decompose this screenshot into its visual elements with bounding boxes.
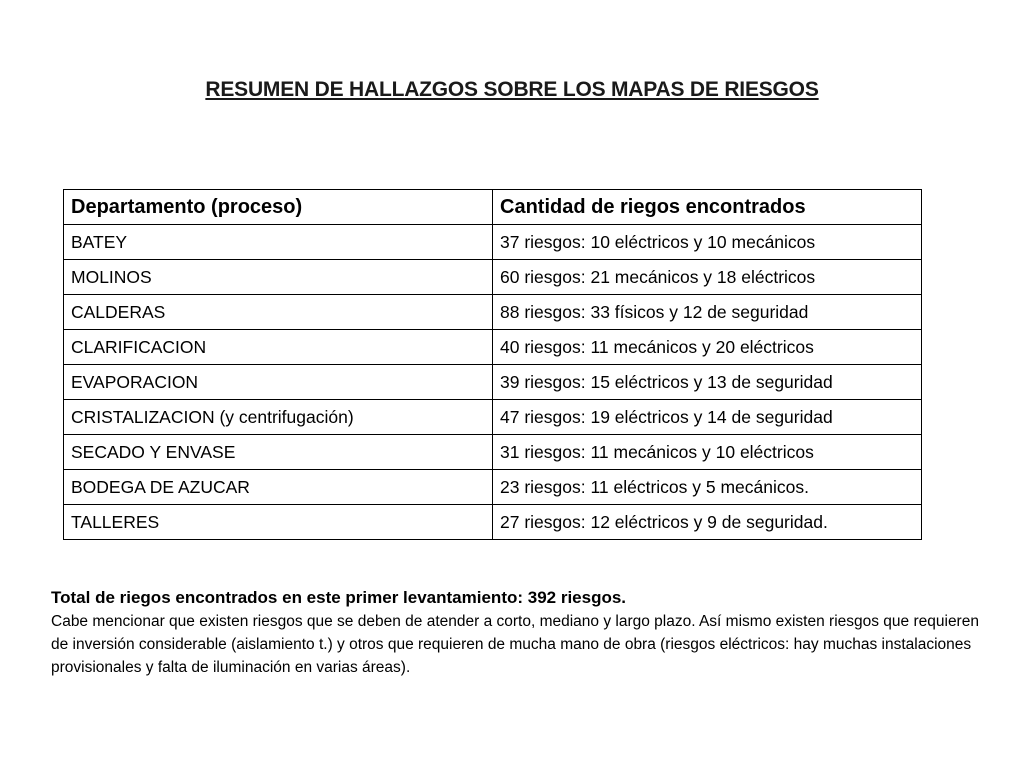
risk-count-cell: 39 riesgos: 15 eléctricos y 13 de seguridad <box>493 365 922 400</box>
column-header-department: Departamento (proceso) <box>64 190 493 225</box>
department-cell: SECADO Y ENVASE <box>64 435 493 470</box>
table-row <box>64 330 922 365</box>
department-cell: CALDERAS <box>64 295 493 330</box>
department-cell: BATEY <box>64 225 493 260</box>
summary-total: Total de riegos encontrados en este primer levantamiento: 392 riesgos. <box>51 588 627 607</box>
summary-note: Cabe mencionar que existen riesgos que se deben de atender a corto, mediano y largo plazo. Así mismo existen riesgos que requieren de inversión considerable (aislamiento t.) y otros que requieren de mucha mano de obra (riesgos eléctricos: hay muchas instalaciones provisionales y falta de iluminación en varias áreas). <box>51 613 979 676</box>
department-cell: MOLINOS <box>64 260 493 295</box>
table-row <box>64 435 922 470</box>
risk-count-cell: 31 riesgos: 11 mecánicos y 10 eléctricos <box>493 435 922 470</box>
table-row <box>64 225 922 260</box>
findings-table <box>63 189 922 540</box>
table-header-row <box>64 190 922 225</box>
department-cell: EVAPORACION <box>64 365 493 400</box>
table-row <box>64 470 922 505</box>
column-header-risk-count: Cantidad de riegos encontrados <box>493 190 922 225</box>
department-cell: CRISTALIZACION (y centrifugación) <box>64 400 493 435</box>
page-title: RESUMEN DE HALLAZGOS SOBRE LOS MAPAS DE RIESGOS <box>205 78 819 101</box>
table-row <box>64 400 922 435</box>
table-row <box>64 260 922 295</box>
risk-count-cell: 88 riesgos: 33 físicos y 12 de seguridad <box>493 295 922 330</box>
summary-section <box>51 586 981 679</box>
risk-count-cell: 60 riesgos: 21 mecánicos y 18 eléctricos <box>493 260 922 295</box>
department-cell: BODEGA DE AZUCAR <box>64 470 493 505</box>
risk-count-cell: 40 riesgos: 11 mecánicos y 20 eléctricos <box>493 330 922 365</box>
department-cell: TALLERES <box>64 505 493 540</box>
department-cell: CLARIFICACION <box>64 330 493 365</box>
risk-count-cell: 23 riesgos: 11 eléctricos y 5 mecánicos. <box>493 470 922 505</box>
risk-count-cell: 47 riesgos: 19 eléctricos y 14 de seguridad <box>493 400 922 435</box>
risk-count-cell: 27 riesgos: 12 eléctricos y 9 de seguridad. <box>493 505 922 540</box>
table-row <box>64 505 922 540</box>
table-row <box>64 295 922 330</box>
table-row <box>64 365 922 400</box>
risk-count-cell: 37 riesgos: 10 eléctricos y 10 mecánicos <box>493 225 922 260</box>
